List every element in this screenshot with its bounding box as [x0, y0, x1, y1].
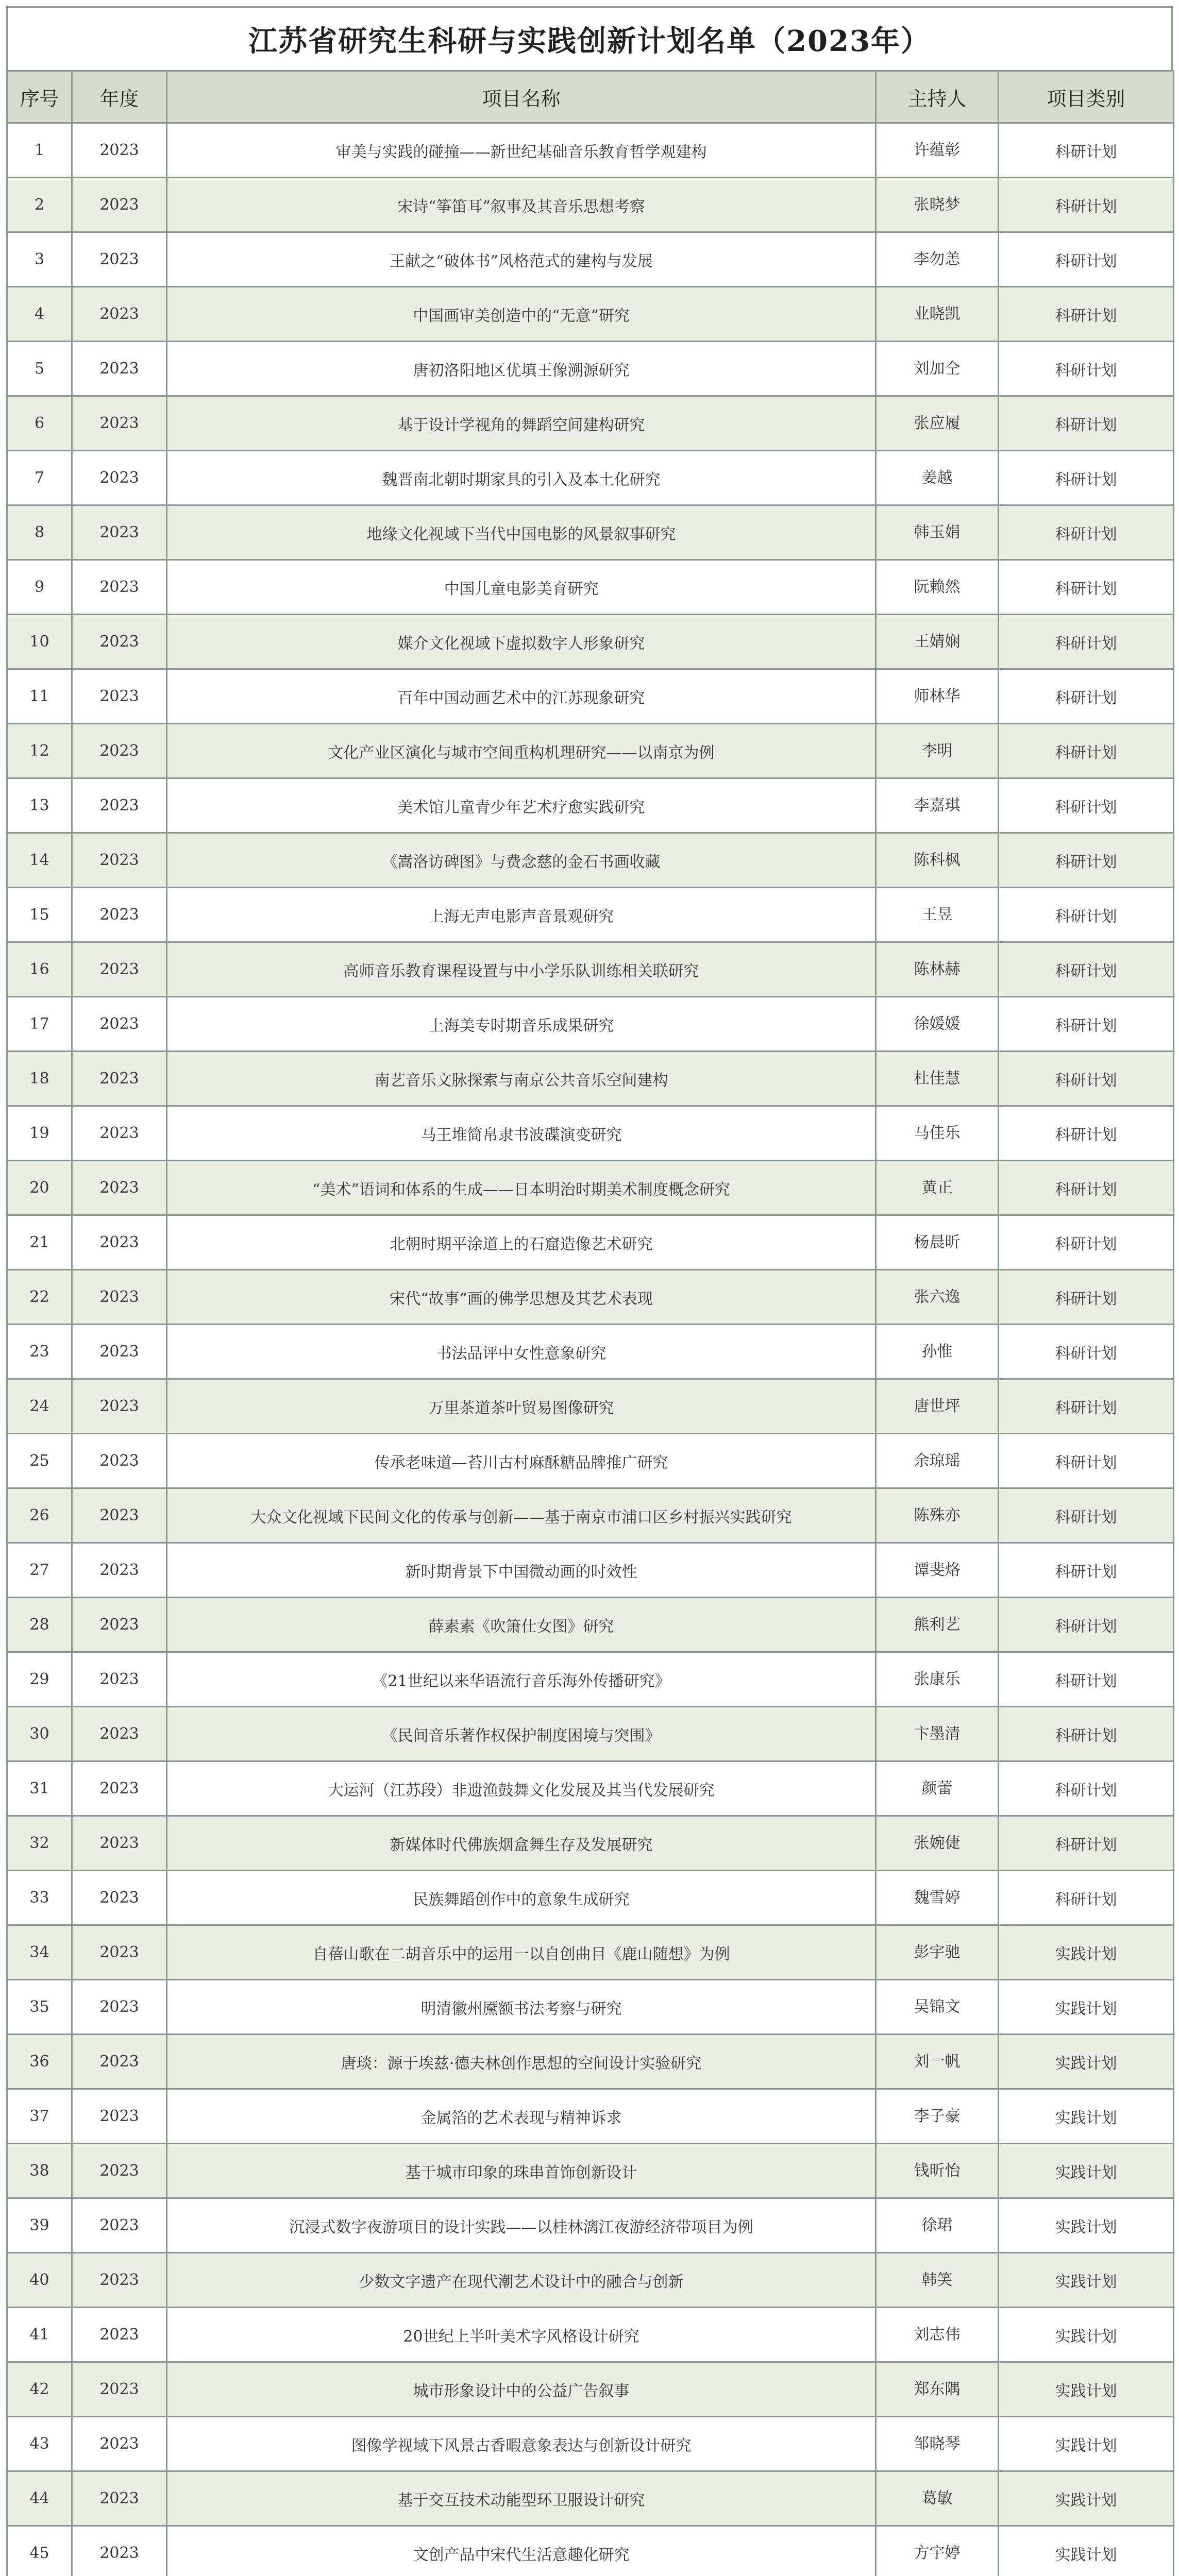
cell-leader: 魏雪婷: [876, 1871, 999, 1925]
cell-index: 17: [7, 997, 72, 1052]
cell-category: 实践计划: [999, 2144, 1174, 2198]
cell-leader: 刘志伟: [876, 2308, 999, 2362]
cell-leader: 刘一帆: [876, 2035, 999, 2089]
cell-index: 31: [7, 1761, 72, 1816]
cell-category: 科研计划: [999, 396, 1174, 451]
cell-project-name: 金属箔的艺术表现与精神诉求: [167, 2089, 876, 2144]
cell-project-name: 审美与实践的碰撞——新世纪基础音乐教育哲学观建构: [167, 123, 876, 178]
cell-leader: 钱昕怡: [876, 2144, 999, 2198]
cell-index: 22: [7, 1270, 72, 1325]
cell-leader: 杨晨昕: [876, 1215, 999, 1270]
list-sheet: [6, 6, 1173, 2576]
cell-project-name: 地缘文化视域下当代中国电影的风景叙事研究: [167, 505, 876, 560]
cell-project-name: 南艺音乐文脉探索与南京公共音乐空间建构: [167, 1052, 876, 1106]
cell-year: 2023: [72, 505, 167, 560]
table-row: [7, 1161, 1174, 1215]
cell-leader: 王婧娴: [876, 615, 999, 669]
cell-project-name: 百年中国动画艺术中的江苏现象研究: [167, 669, 876, 724]
cell-year: 2023: [72, 1980, 167, 2035]
cell-category: 科研计划: [999, 888, 1174, 942]
header-category: 项目类别: [999, 71, 1174, 123]
cell-project-name: 马王堆简帛隶书波碟演变研究: [167, 1106, 876, 1161]
cell-index: 36: [7, 2035, 72, 2089]
cell-project-name: 大运河（江苏段）非遗渔鼓舞文化发展及其当代发展研究: [167, 1761, 876, 1816]
cell-index: 25: [7, 1434, 72, 1488]
cell-index: 44: [7, 2471, 72, 2526]
cell-leader: 张应履: [876, 396, 999, 451]
cell-leader: 张康乐: [876, 1652, 999, 1707]
cell-leader: 李明: [876, 724, 999, 778]
cell-index: 11: [7, 669, 72, 724]
cell-index: 5: [7, 342, 72, 396]
cell-year: 2023: [72, 1761, 167, 1816]
cell-leader: 王昱: [876, 888, 999, 942]
cell-leader: 彭宇驰: [876, 1925, 999, 1980]
cell-project-name: 城市形象设计中的公益广告叙事: [167, 2362, 876, 2417]
cell-index: 41: [7, 2308, 72, 2362]
cell-index: 14: [7, 833, 72, 888]
header-year: 年度: [72, 71, 167, 123]
cell-leader: 杜佳慧: [876, 1052, 999, 1106]
table-row: [7, 669, 1174, 724]
table-row: [7, 2144, 1174, 2198]
cell-year: 2023: [72, 1816, 167, 1871]
table-row: [7, 1106, 1174, 1161]
cell-leader: 陈林赫: [876, 942, 999, 997]
cell-project-name: 万里茶道茶叶贸易图像研究: [167, 1379, 876, 1434]
cell-index: 32: [7, 1816, 72, 1871]
table-row: [7, 505, 1174, 560]
cell-project-name: 薛素素《吹箫仕女图》研究: [167, 1598, 876, 1652]
cell-leader: 孙惟: [876, 1325, 999, 1379]
cell-category: 实践计划: [999, 2526, 1174, 2576]
cell-leader: 马佳乐: [876, 1106, 999, 1161]
cell-year: 2023: [72, 778, 167, 833]
table-row: [7, 1707, 1174, 1761]
cell-leader: 李子豪: [876, 2089, 999, 2144]
cell-project-name: 美术馆儿童青少年艺术疗愈实践研究: [167, 778, 876, 833]
cell-category: 实践计划: [999, 2362, 1174, 2417]
cell-index: 26: [7, 1488, 72, 1543]
cell-category: 科研计划: [999, 1434, 1174, 1488]
cell-category: 实践计划: [999, 2253, 1174, 2308]
cell-index: 3: [7, 232, 72, 287]
table-row: [7, 178, 1174, 232]
table-row: [7, 2089, 1174, 2144]
cell-project-name: 《嵩洛访碑图》与费念慈的金石书画收藏: [167, 833, 876, 888]
cell-project-name: 唐初洛阳地区优填王像溯源研究: [167, 342, 876, 396]
cell-leader: 师林华: [876, 669, 999, 724]
cell-category: 科研计划: [999, 232, 1174, 287]
cell-category: 实践计划: [999, 2308, 1174, 2362]
cell-project-name: 沉浸式数字夜游项目的设计实践——以桂林漓江夜游经济带项目为例: [167, 2198, 876, 2253]
cell-category: 科研计划: [999, 942, 1174, 997]
cell-category: 科研计划: [999, 1652, 1174, 1707]
cell-category: 科研计划: [999, 1543, 1174, 1598]
cell-year: 2023: [72, 1707, 167, 1761]
cell-project-name: “美术”语词和体系的生成——日本明治时期美术制度概念研究: [167, 1161, 876, 1215]
table-row: [7, 2471, 1174, 2526]
table-row: [7, 342, 1174, 396]
table-row: [7, 888, 1174, 942]
table-row: [7, 1980, 1174, 2035]
cell-year: 2023: [72, 1270, 167, 1325]
cell-category: 科研计划: [999, 1816, 1174, 1871]
page-title: 江苏省研究生科研与实践创新计划名单（2023年）: [6, 6, 1173, 70]
header-project-name: 项目名称: [167, 71, 876, 123]
cell-year: 2023: [72, 888, 167, 942]
table-body: [7, 123, 1174, 2576]
cell-index: 23: [7, 1325, 72, 1379]
table-row: [7, 560, 1174, 615]
cell-category: 科研计划: [999, 1488, 1174, 1543]
cell-leader: 郑东隅: [876, 2362, 999, 2417]
table-row: [7, 1379, 1174, 1434]
cell-year: 2023: [72, 1434, 167, 1488]
cell-project-name: 王献之“破体书”风格范式的建构与发展: [167, 232, 876, 287]
cell-category: 实践计划: [999, 2198, 1174, 2253]
cell-category: 科研计划: [999, 724, 1174, 778]
cell-leader: 韩笑: [876, 2253, 999, 2308]
cell-year: 2023: [72, 287, 167, 342]
table-row: [7, 1871, 1174, 1925]
cell-index: 4: [7, 287, 72, 342]
cell-category: 实践计划: [999, 2035, 1174, 2089]
cell-year: 2023: [72, 1925, 167, 1980]
cell-index: 19: [7, 1106, 72, 1161]
cell-year: 2023: [72, 1871, 167, 1925]
cell-project-name: 20世纪上半叶美术字风格设计研究: [167, 2308, 876, 2362]
cell-project-name: 新时期背景下中国微动画的时效性: [167, 1543, 876, 1598]
cell-year: 2023: [72, 1543, 167, 1598]
header-leader: 主持人: [876, 71, 999, 123]
cell-project-name: 宋诗“筝笛耳”叙事及其音乐思想考察: [167, 178, 876, 232]
cell-year: 2023: [72, 2253, 167, 2308]
table-row: [7, 287, 1174, 342]
cell-category: 科研计划: [999, 615, 1174, 669]
cell-year: 2023: [72, 1052, 167, 1106]
cell-leader: 谭斐烙: [876, 1543, 999, 1598]
cell-project-name: 唐琰：源于埃兹·德夫林创作思想的空间设计实验研究: [167, 2035, 876, 2089]
cell-index: 29: [7, 1652, 72, 1707]
cell-index: 24: [7, 1379, 72, 1434]
cell-category: 实践计划: [999, 1980, 1174, 2035]
table-header-row: [7, 71, 1174, 123]
cell-year: 2023: [72, 669, 167, 724]
cell-index: 38: [7, 2144, 72, 2198]
cell-leader: 陈殊亦: [876, 1488, 999, 1543]
cell-index: 12: [7, 724, 72, 778]
cell-project-name: 自蓓山歌在二胡音乐中的运用一以自创曲目《鹿山随想》为例: [167, 1925, 876, 1980]
cell-category: 科研计划: [999, 778, 1174, 833]
cell-index: 28: [7, 1598, 72, 1652]
cell-year: 2023: [72, 2362, 167, 2417]
cell-category: 科研计划: [999, 833, 1174, 888]
cell-year: 2023: [72, 1652, 167, 1707]
cell-leader: 李嘉琪: [876, 778, 999, 833]
cell-index: 45: [7, 2526, 72, 2576]
cell-project-name: 图像学视域下风景古香暇意象表达与创新设计研究: [167, 2417, 876, 2471]
cell-year: 2023: [72, 1161, 167, 1215]
cell-category: 科研计划: [999, 669, 1174, 724]
cell-year: 2023: [72, 2308, 167, 2362]
cell-year: 2023: [72, 1379, 167, 1434]
cell-index: 9: [7, 560, 72, 615]
cell-year: 2023: [72, 342, 167, 396]
table-row: [7, 833, 1174, 888]
cell-index: 16: [7, 942, 72, 997]
cell-year: 2023: [72, 2471, 167, 2526]
cell-category: 科研计划: [999, 1106, 1174, 1161]
cell-project-name: 基于城市印象的珠串首饰创新设计: [167, 2144, 876, 2198]
cell-project-name: 媒介文化视域下虚拟数字人形象研究: [167, 615, 876, 669]
cell-category: 实践计划: [999, 2089, 1174, 2144]
cell-leader: 韩玉娟: [876, 505, 999, 560]
cell-project-name: 《民间音乐著作权保护制度困境与突围》: [167, 1707, 876, 1761]
cell-leader: 张六逸: [876, 1270, 999, 1325]
cell-category: 科研计划: [999, 505, 1174, 560]
cell-index: 13: [7, 778, 72, 833]
cell-year: 2023: [72, 2144, 167, 2198]
table-row: [7, 615, 1174, 669]
cell-year: 2023: [72, 2417, 167, 2471]
cell-year: 2023: [72, 451, 167, 505]
cell-index: 35: [7, 1980, 72, 2035]
cell-project-name: 大众文化视域下民间文化的传承与创新——基于南京市浦口区乡村振兴实践研究: [167, 1488, 876, 1543]
table-row: [7, 778, 1174, 833]
cell-category: 科研计划: [999, 1761, 1174, 1816]
table-row: [7, 2417, 1174, 2471]
cell-index: 27: [7, 1543, 72, 1598]
cell-leader: 唐世坪: [876, 1379, 999, 1434]
cell-index: 33: [7, 1871, 72, 1925]
cell-year: 2023: [72, 2035, 167, 2089]
cell-leader: 徐媛媛: [876, 997, 999, 1052]
cell-project-name: 宋代“故事”画的佛学思想及其艺术表现: [167, 1270, 876, 1325]
cell-category: 科研计划: [999, 1325, 1174, 1379]
cell-year: 2023: [72, 724, 167, 778]
cell-project-name: 书法品评中女性意象研究: [167, 1325, 876, 1379]
cell-leader: 颜蕾: [876, 1761, 999, 1816]
cell-year: 2023: [72, 2526, 167, 2576]
cell-leader: 葛敏: [876, 2471, 999, 2526]
table-row: [7, 724, 1174, 778]
cell-project-name: 文化产业区演化与城市空间重构机理研究——以南京为例: [167, 724, 876, 778]
table-row: [7, 1761, 1174, 1816]
table-row: [7, 997, 1174, 1052]
cell-year: 2023: [72, 1325, 167, 1379]
table-row: [7, 2253, 1174, 2308]
cell-category: 科研计划: [999, 287, 1174, 342]
cell-category: 科研计划: [999, 1052, 1174, 1106]
cell-index: 20: [7, 1161, 72, 1215]
cell-leader: 张婉倢: [876, 1816, 999, 1871]
cell-year: 2023: [72, 396, 167, 451]
cell-year: 2023: [72, 1598, 167, 1652]
cell-year: 2023: [72, 997, 167, 1052]
table-row: [7, 1434, 1174, 1488]
table-row: [7, 1816, 1174, 1871]
cell-leader: 陈科枫: [876, 833, 999, 888]
table-row: [7, 2308, 1174, 2362]
cell-project-name: 民族舞蹈创作中的意象生成研究: [167, 1871, 876, 1925]
cell-leader: 李勿恙: [876, 232, 999, 287]
cell-year: 2023: [72, 2089, 167, 2144]
cell-category: 科研计划: [999, 451, 1174, 505]
header-index: 序号: [7, 71, 72, 123]
table-row: [7, 1270, 1174, 1325]
cell-category: 科研计划: [999, 1379, 1174, 1434]
cell-year: 2023: [72, 232, 167, 287]
cell-leader: 业晓凯: [876, 287, 999, 342]
cell-index: 40: [7, 2253, 72, 2308]
cell-index: 21: [7, 1215, 72, 1270]
cell-index: 8: [7, 505, 72, 560]
cell-project-name: 基于设计学视角的舞蹈空间建构研究: [167, 396, 876, 451]
cell-category: 科研计划: [999, 123, 1174, 178]
cell-index: 18: [7, 1052, 72, 1106]
cell-leader: 徐珺: [876, 2198, 999, 2253]
cell-category: 科研计划: [999, 1161, 1174, 1215]
cell-category: 科研计划: [999, 1871, 1174, 1925]
cell-index: 30: [7, 1707, 72, 1761]
cell-project-name: 中国画审美创造中的“无意”研究: [167, 287, 876, 342]
table-row: [7, 123, 1174, 178]
cell-leader: 张晓梦: [876, 178, 999, 232]
cell-category: 科研计划: [999, 1707, 1174, 1761]
cell-index: 1: [7, 123, 72, 178]
cell-project-name: 明清徽州黡额书法考察与研究: [167, 1980, 876, 2035]
cell-index: 6: [7, 396, 72, 451]
table-row: [7, 2526, 1174, 2576]
cell-index: 39: [7, 2198, 72, 2253]
cell-leader: 刘加仝: [876, 342, 999, 396]
table-row: [7, 1488, 1174, 1543]
cell-leader: 卞墨清: [876, 1707, 999, 1761]
cell-year: 2023: [72, 615, 167, 669]
cell-project-name: 少数文字遗产在现代潮艺术设计中的融合与创新: [167, 2253, 876, 2308]
table-row: [7, 2198, 1174, 2253]
cell-category: 科研计划: [999, 1270, 1174, 1325]
cell-project-name: 北朝时期平涂道上的石窟造像艺术研究: [167, 1215, 876, 1270]
cell-leader: 吴锦文: [876, 1980, 999, 2035]
cell-year: 2023: [72, 1488, 167, 1543]
cell-leader: 姜越: [876, 451, 999, 505]
cell-index: 2: [7, 178, 72, 232]
cell-category: 实践计划: [999, 2417, 1174, 2471]
cell-project-name: 上海美专时期音乐成果研究: [167, 997, 876, 1052]
cell-project-name: 新媒体时代佛族烟盒舞生存及发展研究: [167, 1816, 876, 1871]
cell-category: 实践计划: [999, 1925, 1174, 1980]
cell-project-name: 《21世纪以来华语流行音乐海外传播研究》: [167, 1652, 876, 1707]
cell-index: 42: [7, 2362, 72, 2417]
cell-year: 2023: [72, 178, 167, 232]
table-row: [7, 942, 1174, 997]
cell-category: 科研计划: [999, 178, 1174, 232]
cell-year: 2023: [72, 1215, 167, 1270]
cell-category: 科研计划: [999, 997, 1174, 1052]
cell-year: 2023: [72, 560, 167, 615]
cell-leader: 余琼瑶: [876, 1434, 999, 1488]
table-row: [7, 1543, 1174, 1598]
cell-index: 15: [7, 888, 72, 942]
cell-leader: 许蕴彰: [876, 123, 999, 178]
cell-category: 科研计划: [999, 342, 1174, 396]
table-row: [7, 1925, 1174, 1980]
cell-category: 实践计划: [999, 2471, 1174, 2526]
cell-category: 科研计划: [999, 560, 1174, 615]
cell-year: 2023: [72, 2198, 167, 2253]
cell-year: 2023: [72, 833, 167, 888]
table-row: [7, 2035, 1174, 2089]
table-row: [7, 396, 1174, 451]
cell-leader: 黄正: [876, 1161, 999, 1215]
table-row: [7, 1325, 1174, 1379]
cell-index: 37: [7, 2089, 72, 2144]
project-table: [6, 70, 1174, 2576]
cell-index: 34: [7, 1925, 72, 1980]
cell-category: 科研计划: [999, 1215, 1174, 1270]
cell-project-name: 中国儿童电影美育研究: [167, 560, 876, 615]
cell-index: 10: [7, 615, 72, 669]
cell-index: 7: [7, 451, 72, 505]
table-row: [7, 451, 1174, 505]
table-row: [7, 1215, 1174, 1270]
cell-project-name: 文创产品中宋代生活意趣化研究: [167, 2526, 876, 2576]
cell-year: 2023: [72, 942, 167, 997]
cell-project-name: 高师音乐教育课程设置与中小学乐队训练相关联研究: [167, 942, 876, 997]
cell-project-name: 传承老味道—苔川古村麻酥糖品牌推广研究: [167, 1434, 876, 1488]
cell-index: 43: [7, 2417, 72, 2471]
table-row: [7, 2362, 1174, 2417]
cell-project-name: 基于交互技术动能型环卫服设计研究: [167, 2471, 876, 2526]
cell-leader: 方宇婷: [876, 2526, 999, 2576]
cell-project-name: 上海无声电影声音景观研究: [167, 888, 876, 942]
table-row: [7, 232, 1174, 287]
table-row: [7, 1652, 1174, 1707]
cell-category: 科研计划: [999, 1598, 1174, 1652]
table-row: [7, 1598, 1174, 1652]
cell-leader: 熊利艺: [876, 1598, 999, 1652]
cell-leader: 邹晓琴: [876, 2417, 999, 2471]
cell-leader: 阮赖然: [876, 560, 999, 615]
cell-year: 2023: [72, 1106, 167, 1161]
cell-project-name: 魏晋南北朝时期家具的引入及本土化研究: [167, 451, 876, 505]
table-row: [7, 1052, 1174, 1106]
cell-year: 2023: [72, 123, 167, 178]
